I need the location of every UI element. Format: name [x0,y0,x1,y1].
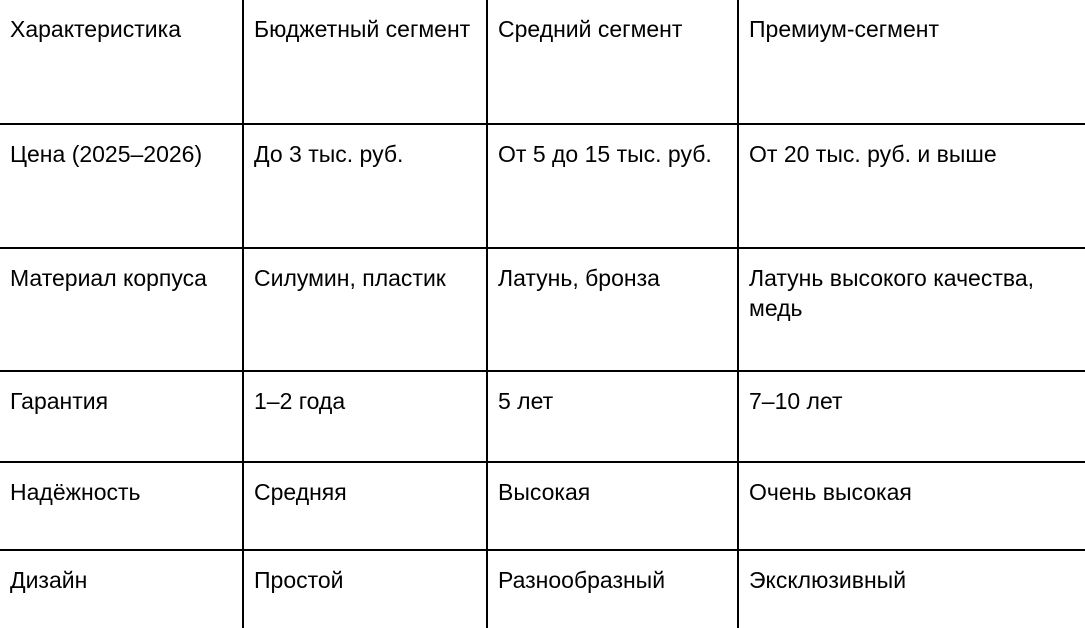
table-header-row [0,0,1085,124]
header-cell-mid: Средний сегмент [487,0,738,124]
table-cell: До 3 тыс. руб. [243,124,487,248]
table-cell: Разнообразный [487,550,738,628]
table-cell: 5 лет [487,371,738,462]
table-cell: Простой [243,550,487,628]
header-cell-premium: Премиум-сегмент [738,0,1085,124]
table-cell: Дизайн [0,550,243,628]
header-cell-budget: Бюджетный сегмент [243,0,487,124]
table-cell: От 5 до 15 тыс. руб. [487,124,738,248]
table-cell: Латунь, бронза [487,248,738,371]
table-cell: Силумин, пластик [243,248,487,371]
table-cell: Эксклюзивный [738,550,1085,628]
table-row-design [0,550,1085,628]
table-cell: Латунь высокого качества, медь [738,248,1085,371]
table-cell: Материал корпуса [0,248,243,371]
table-cell: Надёжность [0,462,243,550]
table-row-reliability [0,462,1085,550]
table-cell: Высокая [487,462,738,550]
table-cell: Цена (2025–2026) [0,124,243,248]
table-row-price [0,124,1085,248]
header-cell-characteristic: Характеристика [0,0,243,124]
table-cell: 1–2 года [243,371,487,462]
table-cell: Средняя [243,462,487,550]
table-cell: Гарантия [0,371,243,462]
table-cell: От 20 тыс. руб. и выше [738,124,1085,248]
table-cell: 7–10 лет [738,371,1085,462]
table-cell: Очень высокая [738,462,1085,550]
table-row-material [0,248,1085,371]
table-row-warranty [0,371,1085,462]
